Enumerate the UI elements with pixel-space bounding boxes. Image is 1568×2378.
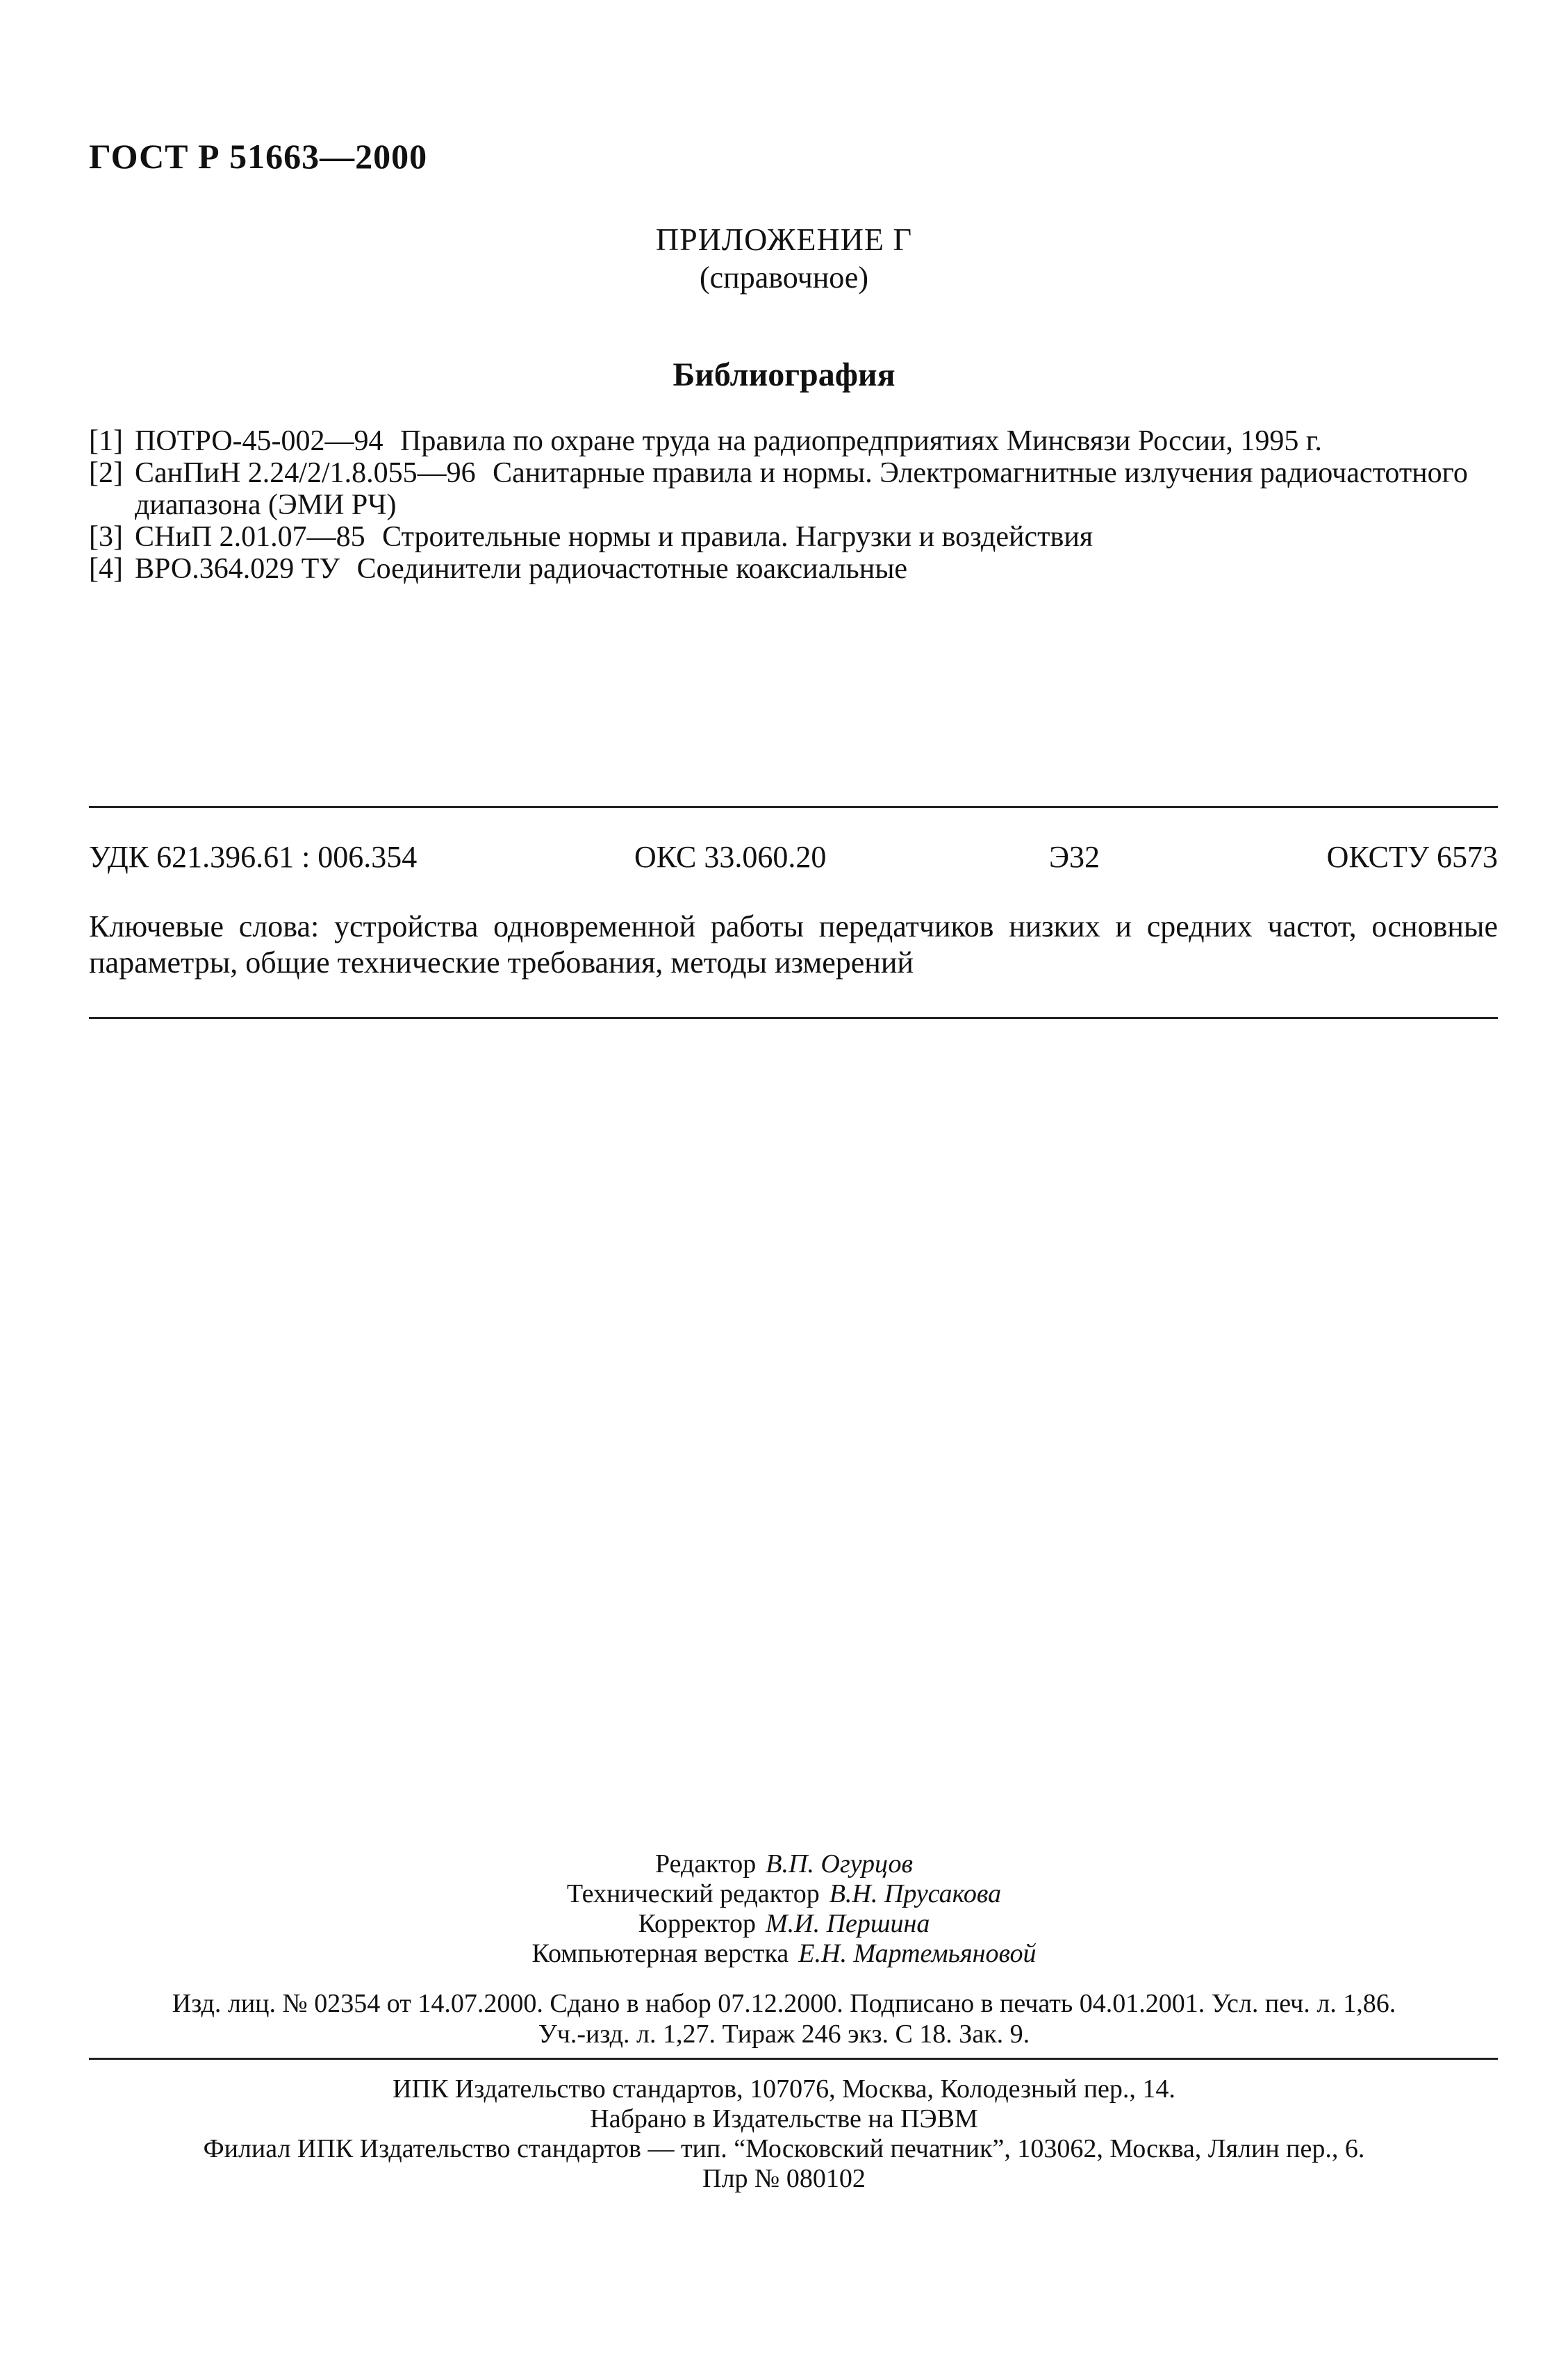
credit-line [0,1849,1568,1879]
ref-number: [4] [89,553,123,585]
ref-number: [1] [89,425,123,457]
credit-line [0,1939,1568,1969]
printer-line: Набрано в Издательстве на ПЭВМ [590,2104,978,2133]
publication-line: Уч.-изд. л. 1,27. Тираж 246 экз. С 18. Зак. 9. [538,2020,1030,2049]
publication-line: Изд. лиц. № 02354 от 14.07.2000. Сдано в набор 07.12.2000. Подписано в печать 04.01.2001. Усл. печ. л. 1,86. [172,1989,1396,2018]
ref-number: [2] [89,457,123,489]
credit-role: Технический редактор [566,1879,820,1908]
ref-text: Соединители радиочастотные коаксиальные [356,553,908,585]
ref-code: СанПиН 2.24/2/1.8.055—96 [135,457,476,489]
credit-name: Е.Н. Мартемьяновой [798,1939,1037,1968]
annex-subtitle: (справочное) [700,261,868,295]
bibliography-item [89,425,1498,457]
ref-code: СНиП 2.01.07—85 [135,521,365,553]
e-code: Э32 [1049,840,1100,874]
divider-bottom [89,2058,1498,2060]
bibliography-item [89,521,1498,553]
printer-info [0,2074,1568,2194]
bibliography-item [89,553,1498,585]
standard-code: ГОСТ Р 51663—2000 [89,137,428,176]
oks-code: ОКС 33.060.20 [634,840,827,874]
bibliography-item [89,457,1498,521]
classification-row [89,839,1498,881]
udk-code: УДК 621.396.61 : 006.354 [89,840,418,874]
credit-line [0,1909,1568,1939]
credit-role: Редактор [654,1849,757,1879]
printer-line: Плр № 080102 [702,2164,866,2193]
credits-block [0,1849,1568,1969]
annex-title: ПРИЛОЖЕНИЕ Г [655,222,913,257]
credit-role: Компьютерная верстка [531,1939,789,1968]
divider-keywords [89,1017,1498,1019]
ref-text: Правила по охране труда на радиопредприятиях Минсвязи России, 1995 г. [400,425,1322,457]
ref-code: ВРО.364.029 ТУ [135,553,340,585]
credit-line [0,1879,1568,1909]
ref-number: [3] [89,521,123,553]
printer-line: Филиал ИПК Издательство стандартов — тип. “Московский печатник”, 103062, Москва, Лялин пер., 6. [203,2134,1365,2163]
credit-name: В.Н. Прусакова [829,1879,1002,1908]
bibliography-title: Библиография [672,356,896,393]
ref-text: Санитарные правила и нормы. Электромагнитные излучения радиочастотного диапазона (ЭМИ РЧ) [135,457,1468,521]
printer-line: ИПК Издательство стандартов, 107076, Москва, Колодезный пер., 14. [393,2074,1175,2104]
credit-role: Корректор [638,1909,756,1938]
ref-code: ПОТРО-45-002—94 [135,425,383,457]
publication-info [0,1988,1568,2049]
credit-name: М.И. Першина [765,1909,930,1938]
divider-top [89,806,1498,808]
credit-name: В.П. Огурцов [766,1849,913,1879]
ref-text: Строительные нормы и правила. Нагрузки и воздействия [382,521,1094,553]
okstu-code: ОКСТУ 6573 [1326,840,1498,874]
keywords: Ключевые слова: устройства одновременной работы передатчиков низких и средних частот, основные параметры, общие технические требования, методы измерений [89,909,1498,980]
bibliography-list [89,425,1498,585]
